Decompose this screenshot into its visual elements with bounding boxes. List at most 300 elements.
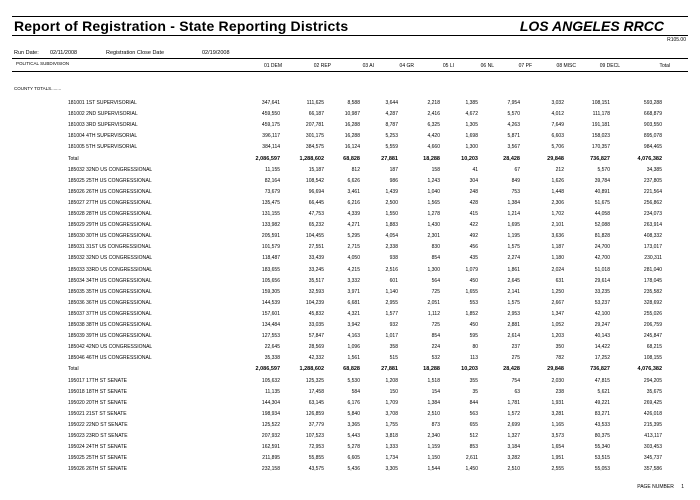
row-value: 5,278 [347,444,360,451]
row-value: 173,017 [643,244,662,251]
row-value: 1,052 [551,322,564,328]
row-value: 255,026 [643,310,662,317]
row-value: 238 [555,388,564,395]
row-value: 11,155 [265,166,280,173]
row-value: 83,271 [594,410,610,417]
row-value: 16,288 [344,122,360,129]
row-value: 28,569 [308,344,324,351]
row-value: 1,203 [551,333,564,340]
row-value: 1,702 [551,211,564,217]
row-value: 198,934 [261,410,280,417]
row-value: 45,832 [308,310,324,317]
row-value: 42,100 [594,310,610,317]
row-value: 111,625 [306,100,324,106]
row-value: 66,187 [308,111,324,118]
row-value: 32,593 [308,288,324,295]
row-value: 853 [469,444,478,451]
table-row [0,200,700,209]
row-value: 754 [511,377,520,384]
row-value: 275 [511,355,520,362]
row-value: 3,461 [347,188,360,195]
row-value: 2,086,597 [255,155,280,162]
row-value: 234,073 [643,211,662,217]
row-value: 3,573 [551,433,564,439]
table-row [0,466,700,475]
row-name: 195018 18TH ST SENATE [68,388,128,395]
column-header [12,58,688,72]
row-name: 185042 42ND US CONGRESSIONAL [68,344,153,351]
row-value: 5,621 [597,388,610,395]
row-value: 1,565 [427,199,440,206]
row-value: 263,914 [643,222,662,229]
row-value: 191,181 [591,122,610,129]
row-name: 185029 29TH US CONGRESSIONAL [68,222,152,229]
row-value: 2,030 [551,377,564,384]
row-value: 413,117 [644,433,662,439]
row-value: 53,515 [594,455,610,462]
row-value: 1,195 [507,233,520,240]
row-value: 782 [555,355,564,362]
row-value: 1,300 [465,144,478,151]
row-value: 515 [389,355,398,362]
row-name: 185039 39TH US CONGRESSIONAL [68,333,152,340]
row-value: 35 [472,388,478,395]
row-value: 281,040 [643,266,662,273]
row-value: 294,205 [643,377,662,384]
row-value: 355 [469,377,478,384]
row-name: Total [68,155,79,162]
row-value: 422 [469,222,478,229]
row-value: 3,332 [347,277,360,284]
row-value: 4,163 [347,333,360,340]
row-value: 1,159 [427,444,440,451]
row-value: 1,300 [427,266,440,273]
row-value: 144,304 [261,399,280,406]
row-value: 2,340 [427,433,440,439]
row-value: 33,439 [308,255,324,262]
col-header: 09 DECL [599,63,620,69]
row-value: 68,828 [343,366,360,373]
row-value: 14,422 [594,344,610,351]
table-row [0,222,700,231]
row-value: 1,655 [465,288,478,295]
row-value: 16,124 [344,144,360,151]
row-value: 108,542 [305,177,324,184]
row-name: 185046 46TH US CONGRESSIONAL [68,355,152,362]
row-value: 2,218 [427,100,440,106]
row-value: 4,076,382 [637,366,662,373]
row-value: 2,416 [427,111,440,118]
row-value: 903,550 [643,122,662,129]
row-value: 668,879 [643,111,662,118]
row-value: 984,465 [643,144,662,151]
table-row [0,311,700,320]
table-row [0,144,700,153]
row-value: 384,575 [305,144,324,151]
row-value: 5,443 [347,433,360,439]
col-header: 04 GR [399,63,414,69]
row-value: 44,058 [594,211,610,217]
row-value: 47,753 [308,211,324,217]
row-value: 435 [469,255,478,262]
row-value: 41 [472,166,478,173]
row-value: 24,700 [594,244,610,251]
row-value: 118,487 [262,255,280,262]
col-header: 05 LI [442,63,454,69]
row-value: 27,551 [308,244,324,251]
row-value: 221,564 [643,188,662,195]
row-value: 96,694 [308,188,324,195]
row-value: 854 [431,333,440,340]
row-value: 2,715 [347,244,360,251]
row-value: 55,053 [594,466,610,473]
col-header: 03 AI [362,63,374,69]
row-value: 158 [431,166,440,173]
row-value: 269,425 [643,399,662,406]
row-value: 595 [469,333,478,340]
row-value: 43,575 [308,466,324,473]
table-row [0,400,700,409]
row-value: 1,518 [427,377,440,384]
row-name: 195026 26TH ST SENATE [68,466,128,473]
row-value: 736,827 [590,366,610,373]
row-value: 5,706 [551,144,564,151]
row-name: 195025 25TH ST SENATE [68,455,128,462]
row-value: 150 [389,388,398,395]
row-value: 1,017 [385,333,398,340]
table-row [0,300,700,309]
row-value: 1,288,602 [299,366,324,373]
col-header: 08 MISC [556,63,576,69]
row-value: 134,484 [261,322,280,328]
row-value: 15,187 [308,166,324,173]
table-row [0,289,700,298]
row-value: 206,759 [643,322,662,328]
row-value: 5,570 [597,166,610,173]
row-value: 358 [389,344,398,351]
row-name: 185026 26TH US CONGRESSIONAL [68,188,152,195]
row-value: 1,214 [507,211,520,217]
row-value: 1,448 [551,188,564,195]
row-value: 4,660 [427,144,440,151]
row-value: 1,695 [507,222,520,229]
page-number-label: PAGE NUMBER [637,484,674,490]
report-code: R105.00 [667,37,686,43]
table-row [0,378,700,387]
row-value: 2,645 [507,277,520,284]
row-value: 564 [431,277,440,284]
row-value: 384,114 [262,144,280,151]
row-name: 185034 34TH US CONGRESSIONAL [68,277,152,284]
row-value: 3,636 [551,233,564,240]
row-value: 736,827 [590,155,610,162]
row-value: 1,347 [551,310,564,317]
row-value: 4,215 [347,266,360,273]
row-value: 593,288 [643,100,662,106]
row-value: 2,274 [507,255,520,262]
row-value: 178,045 [643,277,662,284]
row-value: 631 [555,277,564,284]
row-value: 1,577 [385,310,398,317]
row-value: 113 [470,355,478,362]
table-row [0,344,700,353]
row-value: 932 [389,322,398,328]
row-name: 185031 31ST US CONGRESSIONAL [68,244,152,251]
row-name: 181004 4TH SUPERVISORIAL [68,133,138,140]
report-header [12,16,688,36]
row-value: 133,982 [261,222,280,229]
row-value: 5,559 [385,144,398,151]
row-value: 1,430 [427,222,440,229]
row-value: 170,357 [591,144,610,151]
row-value: 2,667 [551,299,564,306]
row-value: 1,327 [507,433,520,439]
row-name: 185032 32ND US CONGRESSIONAL [68,255,153,262]
row-value: 72,953 [308,444,324,451]
row-value: 459,175 [261,122,280,129]
row-value: 230,311 [644,255,662,262]
table-row [0,100,700,109]
row-value: 8,787 [385,122,398,129]
row-value: 873 [431,421,440,428]
row-value: 584 [351,388,360,395]
row-value: 492 [469,233,478,240]
row-value: 1,709 [385,399,398,406]
row-value: 2,024 [551,266,564,273]
row-value: 215,395 [643,421,662,428]
row-value: 1,572 [507,410,520,417]
row-value: 2,953 [507,310,520,317]
county-totals-label: COUNTY TOTALS........ [14,86,62,91]
row-name: 181001 1ST SUPERVISORIAL [68,100,137,106]
row-name: 185030 30TH US CONGRESSIONAL [68,233,152,240]
row-value: 5,436 [347,466,360,473]
row-value: 1,040 [427,188,440,195]
row-value: 6,216 [347,199,360,206]
row-value: 80,375 [594,433,610,439]
table-row [0,244,700,253]
table-row [0,355,700,364]
row-value: 107,523 [305,433,324,439]
row-value: 2,555 [551,466,564,473]
table-row [0,433,700,442]
row-value: 2,051 [427,299,440,306]
row-value: 1,575 [507,244,520,251]
row-value: 1,654 [551,444,564,451]
row-name: 195021 21ST ST SENATE [68,410,127,417]
row-value: 207,932 [261,433,280,439]
row-value: 158,023 [591,133,610,140]
row-value: 456 [469,244,478,251]
row-value: 1,755 [385,421,398,428]
table-row [0,167,700,176]
table-row [0,389,700,398]
row-value: 450 [469,322,478,328]
row-value: 57,847 [308,333,324,340]
row-value: 68,828 [343,155,360,162]
row-value: 63 [514,388,520,395]
row-value: 532 [431,355,440,362]
row-value: 34,385 [646,166,662,173]
row-value: 655 [469,421,478,428]
row-value: 183,655 [261,266,280,273]
row-value: 3,818 [385,433,398,439]
table-row [0,333,700,342]
row-value: 4,263 [507,122,520,129]
row-value: 304 [469,177,478,184]
row-name: Total [68,366,79,373]
row-value: 81,828 [594,233,610,240]
row-value: 2,086,597 [255,366,280,373]
row-value: 162,591 [261,444,280,451]
row-value: 844 [469,399,478,406]
row-name: 181002 2ND SUPERVISORIAL [68,111,138,118]
row-value: 157,601 [261,310,280,317]
row-value: 224 [431,344,440,351]
row-value: 3,032 [551,100,564,106]
row-value: 33,245 [308,266,324,273]
row-value: 104,239 [305,299,324,306]
col-header: 06 NL [480,63,494,69]
row-value: 1,140 [385,288,398,295]
row-value: 245,847 [643,333,662,340]
row-value: 1,187 [551,244,564,251]
col-header: 02 REP [313,63,331,69]
row-value: 125,522 [261,421,280,428]
row-value: 347,641 [261,100,280,106]
row-value: 29,247 [594,322,610,328]
row-value: 849 [511,177,520,184]
row-value: 2,141 [507,288,520,295]
row-value: 4,012 [551,111,564,118]
col-header: Total [659,63,670,69]
row-value: 512 [469,433,478,439]
row-value: 5,570 [507,111,520,118]
table-row [0,233,700,242]
row-value: 40,891 [594,188,610,195]
row-value: 6,176 [347,399,360,406]
table-row [0,111,700,120]
row-value: 1,250 [551,288,564,295]
row-value: 601 [389,277,398,284]
row-value: 1,333 [385,444,398,451]
row-value: 108,155 [643,355,662,362]
row-value: 105,632 [261,377,280,384]
row-value: 104,455 [305,233,324,240]
row-value: 3,971 [347,288,360,295]
row-value: 29,614 [594,277,610,284]
row-value: 408,332 [643,233,662,240]
row-value: 108,151 [591,100,610,106]
row-value: 105,656 [261,277,280,284]
row-value: 33,035 [308,322,324,328]
row-value: 127,553 [261,333,280,340]
row-name: 185028 28TH US CONGRESSIONAL [68,211,152,217]
row-value: 2,101 [551,222,564,229]
row-name: 195020 20TH ST SENATE [68,399,128,406]
row-value: 357,586 [643,466,662,473]
row-value: 235,582 [643,288,662,295]
table-row [0,411,700,420]
row-value: 125,325 [305,377,324,384]
row-value: 28,428 [503,366,520,373]
row-value: 17,252 [594,355,610,362]
row-value: 4,339 [347,211,360,217]
row-value: 1,951 [551,455,564,462]
row-value: 345,737 [643,455,662,462]
row-value: 16,288 [344,133,360,140]
row-value: 1,450 [465,466,478,473]
row-name: 185037 37TH US CONGRESSIONAL [68,310,152,317]
row-value: 207,781 [305,122,324,129]
row-value: 1,883 [385,222,398,229]
row-value: 725 [431,322,440,328]
row-value: 563 [469,410,478,417]
table-row [0,444,700,453]
close-date-label: Registration Close Date [106,50,165,56]
row-value: 895,078 [643,133,662,140]
row-value: 2,611 [465,455,478,462]
row-value: 753 [511,188,520,195]
row-value: 6,681 [347,299,360,306]
row-value: 248 [469,188,478,195]
row-value: 67 [514,166,520,173]
row-value: 3,644 [385,100,398,106]
row-name: 185038 38TH US CONGRESSIONAL [68,322,152,328]
row-value: 1,550 [385,211,398,217]
row-value: 1,384 [427,399,440,406]
row-value: 135,475 [261,199,280,206]
row-value: 111,178 [592,111,610,118]
row-value: 1,243 [427,177,440,184]
row-value: 5,530 [347,377,360,384]
row-value: 459,550 [261,111,280,118]
row-value: 4,050 [347,255,360,262]
row-value: 1,180 [551,255,564,262]
row-value: 68,215 [646,344,662,351]
row-value: 4,054 [385,233,398,240]
row-value: 29,848 [547,155,564,162]
row-value: 1,698 [465,133,478,140]
row-value: 37,779 [308,421,324,428]
row-value: 65,232 [308,222,324,229]
row-value: 1,385 [465,100,478,106]
table-row [0,422,700,431]
row-value: 1,931 [551,399,564,406]
subdivision-header: POLITICAL SUBDIVISION [16,61,70,66]
row-value: 6,626 [347,177,360,184]
row-value: 212 [555,166,564,173]
table-row [0,122,700,131]
row-value: 725 [431,288,440,295]
row-value: 1,575 [507,299,520,306]
row-value: 1,861 [507,266,520,273]
row-value: 1,626 [551,177,564,184]
row-value: 1,305 [465,122,478,129]
row-value: 4,321 [347,310,360,317]
row-value: 51,018 [594,266,610,273]
row-value: 256,862 [643,199,662,206]
row-name: 181005 5TH SUPERVISORIAL [68,144,138,151]
row-value: 7,954 [507,100,520,106]
row-value: 1,734 [385,455,398,462]
row-value: 55,340 [594,444,610,451]
row-value: 6,325 [427,122,440,129]
row-value: 2,510 [427,410,440,417]
row-value: 2,500 [385,199,398,206]
row-value: 812 [351,166,360,173]
row-value: 426,018 [643,410,662,417]
